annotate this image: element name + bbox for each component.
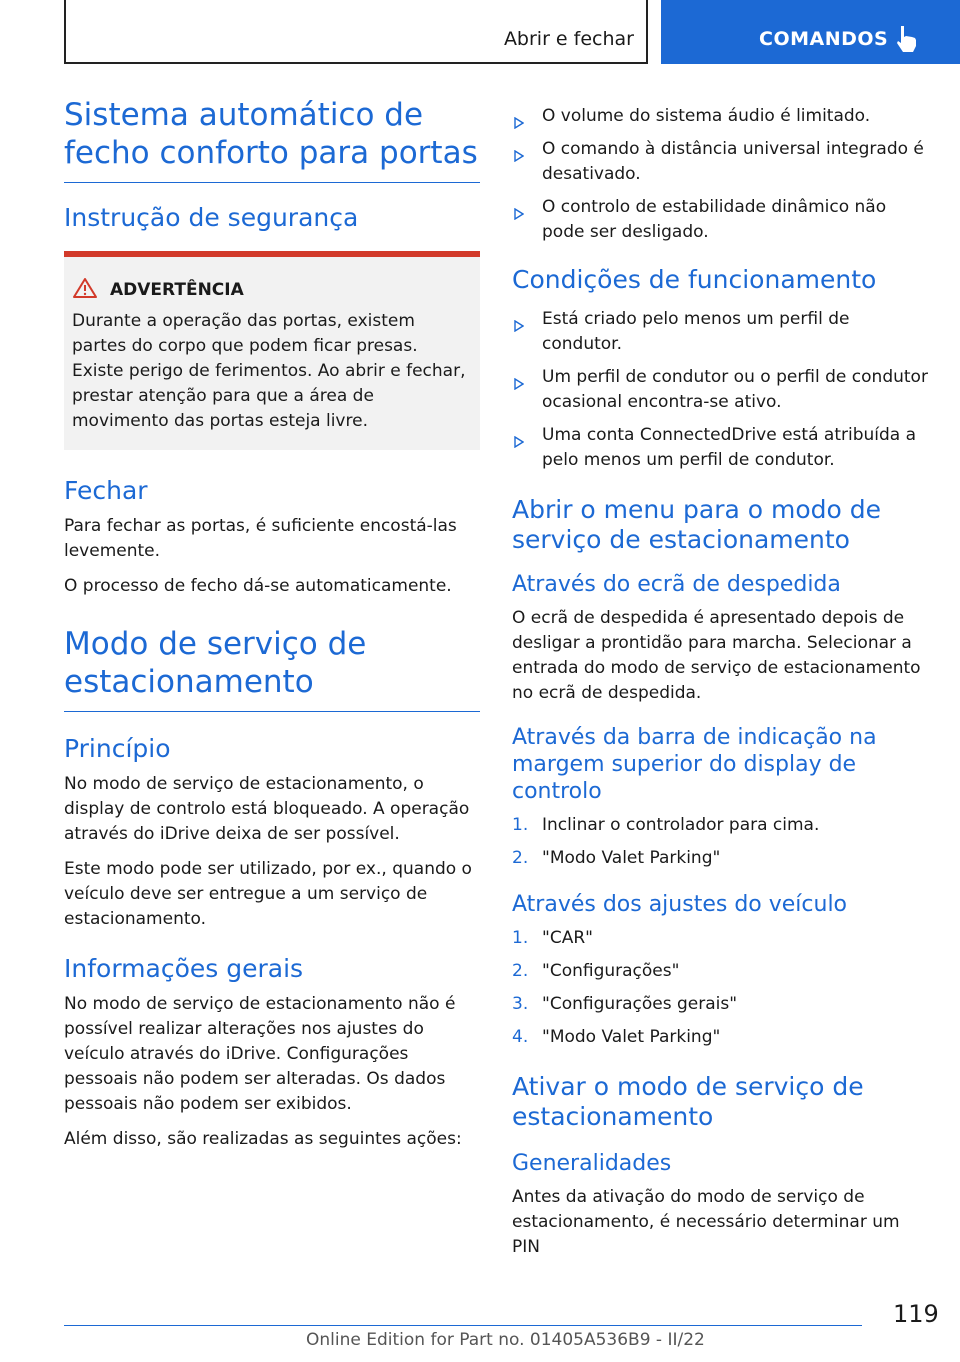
list-item xyxy=(512,1025,928,1050)
step-text: "Modo Valet Parking" xyxy=(542,1027,721,1047)
list-item-text: O controlo de estabilidade dinâmico não pode ser desligado. xyxy=(542,197,887,242)
arrow-right-icon xyxy=(514,315,524,340)
list-item xyxy=(512,137,928,187)
warning-title xyxy=(72,277,470,303)
step-number: 4. xyxy=(512,1027,529,1047)
general-paragraph-1: No modo de serviço de estacionamento não é possível realizar alterações nos ajustes do veículo através do iDrive. Configurações pessoais não podem ser alteradas. Os dados pessoais não podem ser exibidos. xyxy=(64,994,456,1114)
conditions-heading: Condições de funcionamento xyxy=(512,265,877,294)
settings-heading: Através dos ajustes do veículo xyxy=(512,892,848,917)
step-text: Inclinar o controlador para cima. xyxy=(542,815,820,835)
footer-edition: Online Edition for Part no. 01405A536B9 - II/22 xyxy=(306,1330,705,1350)
arrow-right-icon xyxy=(514,145,524,170)
arrow-right-icon xyxy=(514,112,524,137)
general-paragraph-2: Além disso, são realizadas as seguintes ações: xyxy=(64,1129,462,1149)
header-chapter-title: COMANDOS xyxy=(759,28,889,50)
hand-pointer-icon xyxy=(895,24,919,58)
step-number: 1. xyxy=(512,928,529,948)
arrow-right-icon xyxy=(514,203,524,228)
list-item-text: O volume do sistema áudio é limitado. xyxy=(542,106,871,126)
step-text: "Modo Valet Parking" xyxy=(542,848,721,868)
list-item xyxy=(512,959,928,984)
step-number: 3. xyxy=(512,994,529,1014)
statusbar-heading: Através da barra de indicação na margem superior do display de controlo xyxy=(512,725,877,804)
warning-text: Durante a operação das portas, existem partes do corpo que podem ficar presas. Existe perigo de ferimentos. Ao abrir e fechar, prestar atenção para que a área de movimento das portas esteja livre. xyxy=(72,311,466,431)
list-item-text: Está criado pelo menos um perfil de condutor. xyxy=(542,309,850,354)
close-paragraph-2: O processo de fecho dá-se automaticamente. xyxy=(64,576,452,596)
header-chapter-box xyxy=(661,0,960,64)
valet-title: Modo de serviço de estacionamento xyxy=(64,626,367,700)
generalities-paragraph: Antes da ativação do modo de serviço de estacionamento, é necessário determinar um PIN xyxy=(512,1187,900,1257)
farewell-paragraph: O ecrã de despedida é apresentado depois de desligar a prontidão para marcha. Selecionar a entrada do modo de serviço de estacionamento no ecrã de despedida. xyxy=(512,608,921,703)
statusbar-steps xyxy=(512,813,928,871)
principle-paragraph-1: No modo de serviço de estacionamento, o display de controlo está bloqueado. A operação através do iDrive deixa de ser possível. xyxy=(64,774,470,844)
list-item xyxy=(512,365,928,415)
warning-box xyxy=(64,251,480,450)
actions-list xyxy=(512,104,928,245)
list-item xyxy=(512,104,928,129)
section-title-block xyxy=(64,96,480,183)
close-heading: Fechar xyxy=(64,476,148,505)
list-item-text: O comando à distância universal integrado é desativado. xyxy=(542,139,924,184)
step-text: "CAR" xyxy=(542,928,593,948)
valet-title-block xyxy=(64,625,480,712)
list-item xyxy=(512,992,928,1017)
right-column xyxy=(512,104,928,1270)
list-item-text: Uma conta ConnectedDrive está atribuída a pelo menos um perfil de condutor. xyxy=(542,425,917,470)
farewell-heading: Através do ecrã de despedida xyxy=(512,572,841,597)
general-heading: Informações gerais xyxy=(64,954,304,983)
step-text: "Configurações" xyxy=(542,961,680,981)
page-number: 119 xyxy=(893,1300,939,1328)
step-number: 1. xyxy=(512,815,529,835)
header-section-title: Abrir e fechar xyxy=(503,28,634,50)
list-item xyxy=(512,926,928,951)
arrow-right-icon xyxy=(514,431,524,456)
list-item xyxy=(512,846,928,871)
principle-heading: Princípio xyxy=(64,734,171,763)
safety-heading: Instrução de segurança xyxy=(64,203,359,232)
step-number: 2. xyxy=(512,848,529,868)
menu-heading: Abrir o menu para o modo de serviço de estacionamento xyxy=(512,495,882,554)
activate-heading: Ativar o modo de serviço de estacionamento xyxy=(512,1072,864,1131)
list-item xyxy=(512,195,928,245)
warning-label: ADVERTÊNCIA xyxy=(110,280,244,300)
settings-steps xyxy=(512,926,928,1050)
generalities-heading: Generalidades xyxy=(512,1151,672,1176)
step-number: 2. xyxy=(512,961,529,981)
close-paragraph-1: Para fechar as portas, é suficiente encostá-las levemente. xyxy=(64,516,457,561)
list-item xyxy=(512,423,928,473)
step-text: "Configurações gerais" xyxy=(542,994,738,1014)
section-title: Sistema automático de fecho conforto para portas xyxy=(64,97,478,171)
list-item xyxy=(512,813,928,838)
header-section-box xyxy=(64,0,648,64)
conditions-list xyxy=(512,307,928,473)
list-item-text: Um perfil de condutor ou o perfil de condutor ocasional encontra-se ativo. xyxy=(542,367,928,412)
arrow-right-icon xyxy=(514,373,524,398)
left-column xyxy=(64,96,480,1162)
warning-triangle-icon xyxy=(72,277,98,303)
list-item xyxy=(512,307,928,357)
footer-divider xyxy=(64,1325,862,1326)
principle-paragraph-2: Este modo pode ser utilizado, por ex., quando o veículo deve ser entregue a um serviço de estacionamento. xyxy=(64,859,472,929)
